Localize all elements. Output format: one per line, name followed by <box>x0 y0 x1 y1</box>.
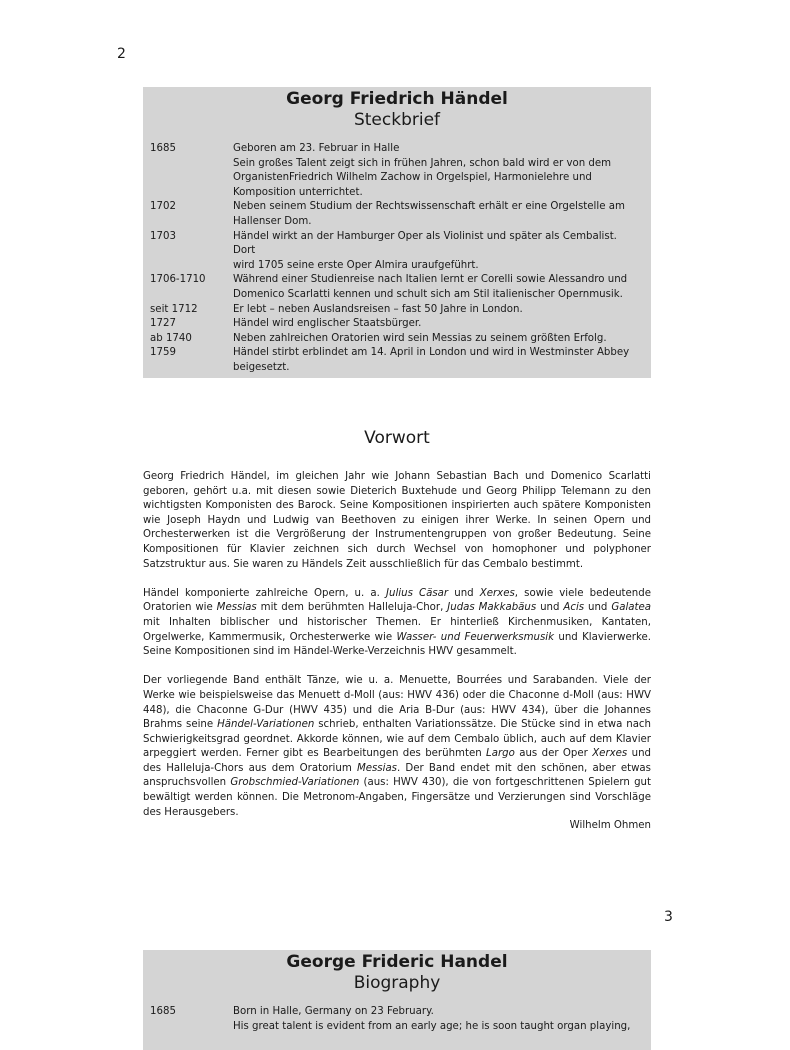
timeline-line: Er lebt – neben Auslandsreisen – fast 50 Jahre in London. <box>233 303 523 315</box>
timeline-row <box>150 317 637 332</box>
profile-box <box>143 87 651 378</box>
timeline-year: seit 1712 <box>150 303 198 315</box>
biography-box <box>143 950 651 1050</box>
timeline-line: OrganistenFriedrich Wilhelm Zachow in Orgelspiel, Harmonielehre und <box>233 172 592 184</box>
timeline-year: 1727 <box>150 318 176 330</box>
timeline-line: Händel wird englischer Staatsbürger. <box>233 318 422 330</box>
timeline-row <box>150 303 637 318</box>
timeline-row <box>150 273 637 302</box>
profile-subtitle: Steckbrief <box>353 110 441 130</box>
timeline-text <box>233 332 637 347</box>
timeline-line: Geboren am 23. Februar in Halle <box>233 143 400 154</box>
timeline-year: 1703 <box>150 230 176 242</box>
timeline-year: 1706-1710 <box>150 274 206 286</box>
preface-paragraph: Georg Friedrich Händel, im gleichen Jahr wie Johann Sebastian Bach und Domenico Scarlatti geboren, gehört u.a. mit diesen sowie Dieterich Buxtehude und Georg Philipp Telemann zu den wichtigsten Komponisten des Barock. Seine Kompositionen inspirierten auch spätere Komponisten wie Joseph Haydn und Ludwig van Beethoven zu einigen ihrer Werke. In seinen Opern und Orchesterwerken ist die Vergrößerung der Instrumentengruppen von großer Bedeutung. Seine Kompositionen für Klavier zeichnen sich durch Wechsel von homophoner und polyphoner Satzstruktur aus. Sie waren zu Händels Zeit ausschließlich für das Cembalo bestimmt. <box>143 471 651 570</box>
timeline-year: 1685 <box>150 143 176 154</box>
timeline-year: ab 1740 <box>150 332 192 344</box>
timeline-line: His great talent is evident from an early age; he is soon taught organ playing, <box>233 1020 631 1032</box>
timeline-line: Neben zahlreichen Oratorien wird sein Messias zu seinem größten Erfolg. <box>233 332 607 344</box>
timeline-text <box>233 200 637 229</box>
timeline-year: 1685 <box>150 1006 176 1017</box>
timeline-line: Hallenser Dom. <box>233 215 312 227</box>
signature: Wilhelm Ohmen <box>569 820 651 831</box>
timeline-line: Born in Halle, Germany on 23 February. <box>233 1006 434 1017</box>
preface-title: Vorwort <box>364 428 430 448</box>
timeline-year: 1702 <box>150 201 176 213</box>
timeline-year: 1759 <box>150 347 176 359</box>
timeline-text <box>233 273 637 302</box>
timeline-row <box>150 332 637 347</box>
page-number: 3 <box>664 909 673 925</box>
timeline-line: Während einer Studienreise nach Italien lernt er Corelli sowie Alessandro und <box>233 274 628 286</box>
timeline-text <box>233 230 637 274</box>
timeline-text <box>233 1005 637 1034</box>
timeline-row <box>150 142 637 200</box>
timeline-text <box>233 317 637 332</box>
timeline <box>143 1005 651 1034</box>
page-number: 2 <box>117 46 126 62</box>
preface-text <box>143 470 651 835</box>
timeline-text <box>233 142 637 200</box>
timeline-line: beigesetzt. <box>233 361 290 373</box>
preface-paragraph: Der vorliegende Band enthält Tänze, wie u. a. Menuette, Bourrées und Sarabanden. Viele der Werke wie beispielsweise das Menuett d-Moll (aus: HWV 436) oder die Chaconne d-Moll (aus: HWV 448), die Chaconne G-Dur (HWV 435) und die Aria B-Dur (aus: HWV 434), über die Johannes Brahms seine Händel-Variationen schrieb, enthalten Variationssätze. Die Stücke sind in etwa nach Schwierigkeitsgrad geordnet. Akkorde können, wie auf dem Cembalo üblich, auch auf dem Klavier arpeggiert werden. Ferner gibt es Bearbeitungen des berühmten Largo aus der Oper Xerxes und des Halleluja-Chors aus dem Oratorium Messias. Der Band endet mit den schönen, aber etwas anspruchsvollen Grobschmied-Variationen (aus: HWV 430), die von fortgeschrittenen Spielern gut bewältigt werden können. Die Metronom-Angaben, Fingersätze und Verzierungen sind Vorschläge des Herausgebers. <box>143 675 651 818</box>
preface-paragraph: Händel komponierte zahlreiche Opern, u. a. Julius Cäsar und Xerxes, sowie viele bedeutende Oratorien wie Messias mit dem berühmten Halleluja-Chor, Judas Makkabäus und Acis und Galatea mit Inhalten biblischer und historischer Themen. Er hinterließ Kirchenmusiken, Kantaten, Orgelwerke, Kammermusik, Orchesterwerke wie Wasser- und Feuerwerksmusik und Klavierwerke. Seine Kompositionen sind im Händel-Werke-Verzeichnis HWV gesammelt. <box>143 587 652 658</box>
timeline-line: wird 1705 seine erste Oper Almira uraufgeführt. <box>233 259 479 271</box>
biography-subtitle: Biography <box>353 973 441 993</box>
timeline-line: Händel wirkt an der Hamburger Oper als Violinist und später als Cembalist. Dort <box>233 230 617 257</box>
timeline-row <box>150 1005 637 1034</box>
timeline-text <box>233 346 637 375</box>
biography-title: George Frideric Handel <box>286 952 508 972</box>
timeline-row <box>150 200 637 229</box>
timeline-line: Domenico Scarlatti kennen und schult sich am Stil italienischer Opernmusik. <box>233 288 623 300</box>
timeline-line: Händel stirbt erblindet am 14. April in London und wird in Westminster Abbey <box>233 347 630 359</box>
timeline-line: Neben seinem Studium der Rechtswissenschaft erhält er eine Orgelstelle am <box>233 201 625 213</box>
timeline-line: Komposition unterrichtet. <box>233 186 363 198</box>
timeline-text <box>233 303 637 318</box>
timeline <box>143 142 651 376</box>
timeline-row <box>150 230 637 274</box>
timeline-row <box>150 346 637 375</box>
profile-title: Georg Friedrich Händel <box>286 89 508 109</box>
timeline-line: Sein großes Talent zeigt sich in frühen Jahren, schon bald wird er von dem <box>233 157 612 169</box>
